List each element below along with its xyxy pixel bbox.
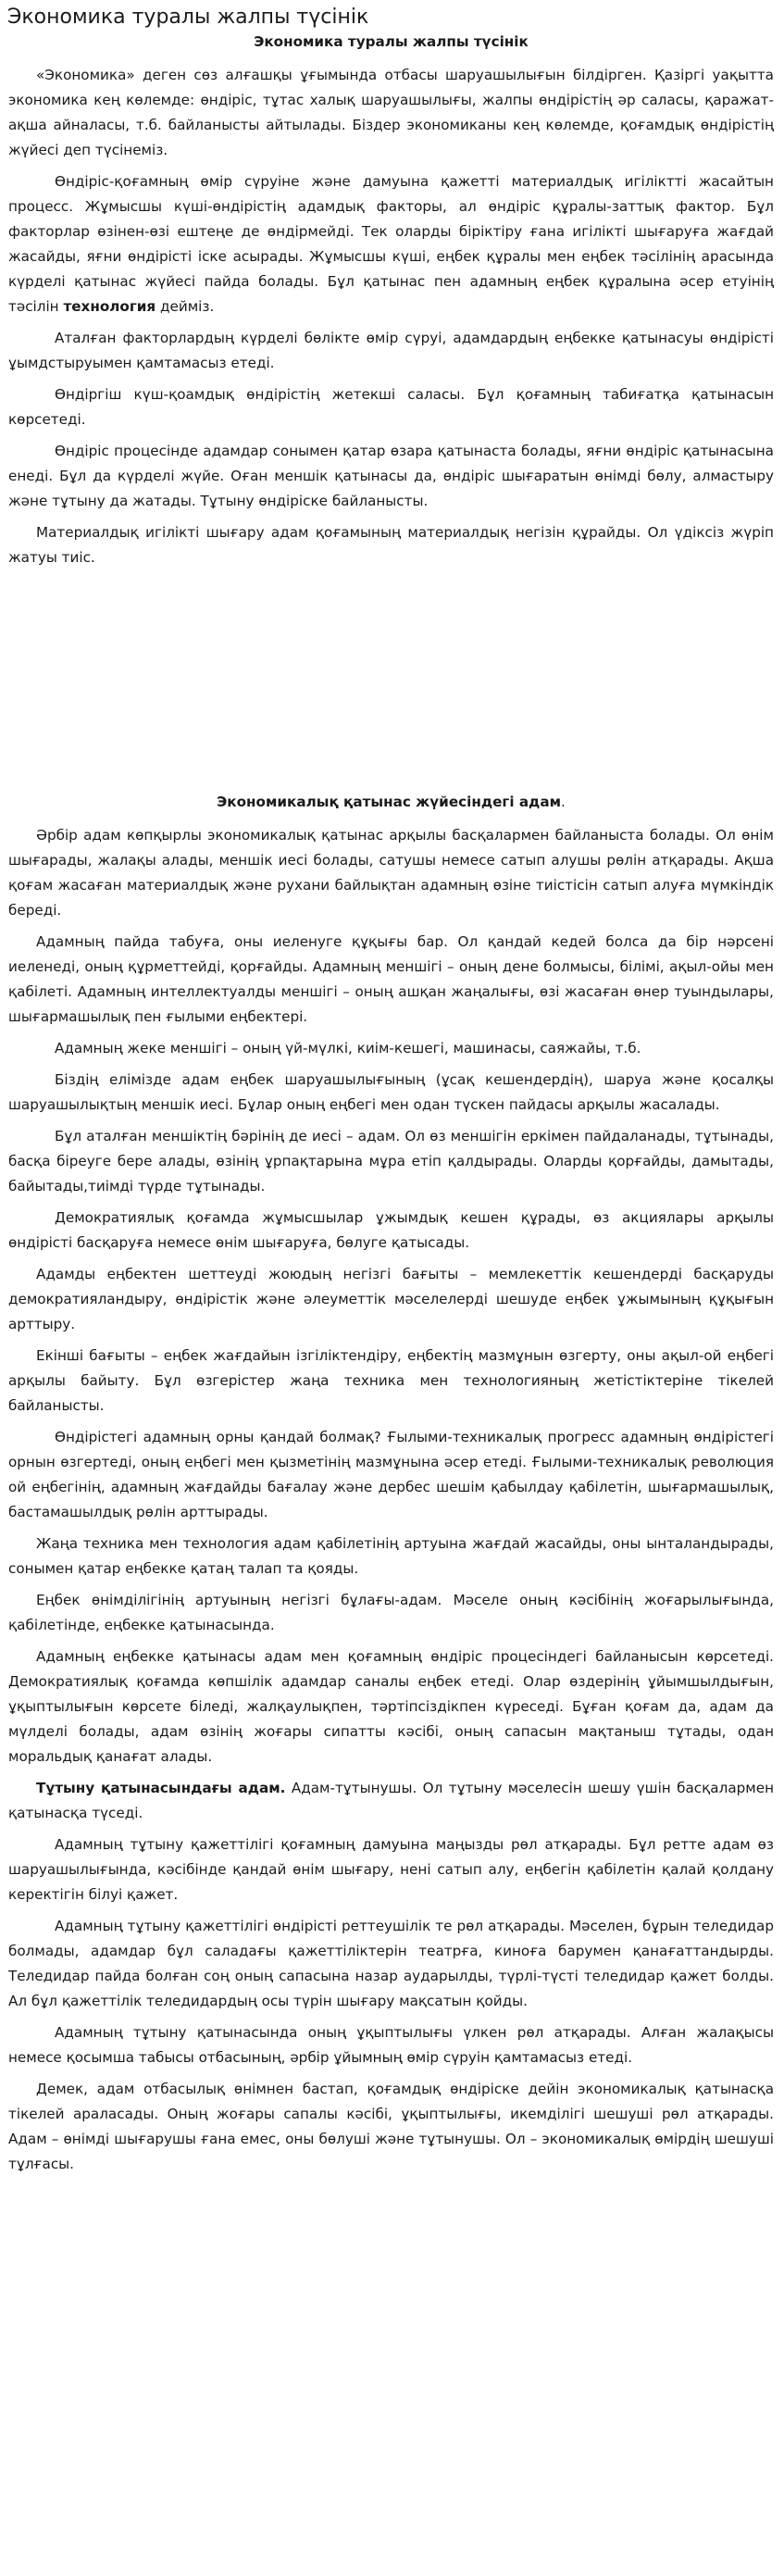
section-heading-general: Экономика туралы жалпы түсінік — [254, 33, 529, 50]
paragraph: Әрбір адам көпқырлы экономикалық қатынас арқылы басқалармен байланыста болады. Ол өнім шығарады, жалақы алады, меншік иесі болады, сатушы немесе сатып алушы рөлін атқарады. Ақша қоғам жасаған материалдық және рухани байлықтан адамның өзіне тиістісін сатып алуға мүмкіндік береді. — [8, 827, 774, 919]
paragraph: Бұл аталған меншіктің бәрінің де иесі – адам. Ол өз меншігін еркімен пайдаланады, тұтынады, басқа біреуге бере алады, өзінің ұрпақтарына мұра етіп қалдырады. Оларды қорғайды, дамытады, байытады,тиімді түрде тұтынады. — [8, 1128, 774, 1194]
paragraph: Екінші бағыты – еңбек жағдайын ізгіліктендіру, еңбектің мазмұнын өзгерту, оны ақыл-ой еңбегі арқылы байыту. Бұл өзгерістер жаңа техника мен технологияның жетістіктеріне тікелей байланысты. — [8, 1347, 774, 1414]
document-body — [0, 31, 784, 2177]
paragraph: Өндіргіш күш-қоамдық өндірістің жетекші саласы. Бұл қоғамның табиғатқа қатынасын көрсетеді. — [8, 386, 774, 428]
paragraph: Демократиялық қоғамда жұмысшылар ұжымдық кешен құрады, өз акциялары арқылы өндірісті басқаруға немесе өнім шығаруға, бөлуге қатысады. — [8, 1209, 774, 1251]
paragraph: Өндіріс процесінде адамдар сонымен қатар өзара қатынаста болады, яғни өндіріс қатынасына енеді. Бұл да күрделі жүйе. Оған меншік қатынасы да, өндіріс шығаратын өнімді бөлу, алмастыру және тұтыну да жатады. Тұтыну өндіріске байланысты. — [8, 443, 774, 509]
paragraph: Адамның тұтыну қажеттілігі қоғамның дамуына маңызды рөл атқарады. Бұл ретте адам өз шаруашылығында, кәсібінде қандай өнім шығару, нені сатып алу, еңбегін қабілетін қалай қолдану керектігін білуі қажет. — [8, 1836, 774, 1903]
paragraph: Аталған факторлардың күрделі бөлікте өмір сүруі, адамдардың еңбекке қатынасуы өндірісті ұымдстыруымен қамтамасыз етеді. — [8, 330, 774, 371]
page-title: Экономика туралы жалпы түсінік — [7, 6, 369, 29]
heading-text: Экономикалық қатынас жүйесіндегі адам — [217, 794, 561, 810]
paragraph — [8, 1776, 774, 1826]
paragraph: Адамның тұтыну қажеттілігі өндірісті реттеушілік те рөл атқарады. Мәселен, бұрын теледидар болмады, адамдар бұл саладағы қажеттіліктерін театрға, киноға барумен қанағаттандырды. Теледидар пайда болған соң оның сапасына назар аударылды, түрлі-түсті теледидар қажет болды. Ал бұл қажеттілік теледидардың осы түрін шығару мақсатын қойды. — [8, 1918, 774, 2009]
blank-space — [8, 577, 774, 792]
paragraph-text: Өндіріс-қоғамның өмір сүруіне және дамуына қажетті материалдық игіліктті жасайтын процесс. Жұмысшы күші-өндірістің адамдық факторы, ал өндіріс құралы-заттық фактор. Бұл факторлар өзінен-өзі ештеңе де өндірмейді. Тек оларды біріктіру ғана игілікті шығаруға жағдай жасайды, яғни өндірісті іске асырады. Жұмысшы күші, еңбек құралы мен еңбек тәсілінің арасында күрделі қатынас жүйесі пайда болады. Бұл қатынас пен адамның еңбек құралына әсер етуінің тәсілін — [8, 173, 774, 315]
paragraph: Адамның тұтыну қатынасында оның ұқыптылығы үлкен рөл атқарады. Алған жалақысы немесе қосымша табысы отбасының, әрбір ұйымның өмір сүруін қамтамасыз етеді. — [8, 2024, 774, 2066]
section-economic-relations — [8, 792, 774, 2177]
bold-term: технология — [63, 298, 156, 315]
paragraph — [8, 169, 774, 319]
bold-term: Тұтыну қатынасындағы адам. — [36, 1780, 286, 1796]
paragraph-tail: дейміз. — [156, 298, 215, 315]
paragraph: Демек, адам отбасылық өнімнен бастап, қоғамдық өндіріске дейін экономикалық қатынасқа тікелей араласады. Оның жоғары сапалы кәсібі, ұқыптылығы, икемділігі шешуші рөл атқарады. Адам – өнімді шығарушы ғана емес, оны бөлуші және тұтынушы. Ол – экономикалық өмірдің шешуші тұлғасы. — [8, 2081, 774, 2172]
paragraph: Еңбек өнімділігінің артуының негізгі бұлағы-адам. Мәселе оның кәсібінің жоғарылығында, қабілетінде, еңбекке қатынасында. — [8, 1592, 774, 1633]
paragraph: Өндірістегі адамның орны қандай болмақ? Ғылыми-техникалық прогресс адамның өндірістегі орнын өзгертеді, оның еңбегі мен қызметінің мазмұнына әсер етеді. Ғылыми-техникалық революция ой еңбегінің, адамның жағдайды бағалау және дербес шешім қабылдау қабілетін, шығармашылық, бастамашылдық рөлін арттырады. — [8, 1429, 774, 1520]
heading-tail: . — [561, 794, 566, 810]
section-heading-economic-relations — [8, 792, 774, 812]
paragraph: Біздің елімізде адам еңбек шаруашылығының (ұсақ кешендердің), шаруа және қосалқы шаруашылықтың меншік иесі. Бұлар оның еңбегі мен одан түскен пайдасы арқылы жасалады. — [8, 1071, 774, 1113]
paragraph: Адамның еңбекке қатынасы адам мен қоғамның өндіріс процесіндегі байланысын көрсетеді. Демократиялық қоғамда көпшілік адамдар саналы еңбек етеді. Олар өздерінің ұйымшылдығын, ұқыптылығын көрсете біледі, жалқаулықпен, тәртіпсіздікпен күреседі. Бұған қоғам да, адам да мүлделі болады, адам өзінің жоғары сипатты кәсібі, оның сапасын мақтаныш тұтады, одан моральдық қанағат алады. — [8, 1648, 774, 1765]
paragraph: Адамды еңбектен шеттеуді жоюдың негізгі бағыты – мемлекеттік кешендерді басқаруды демократияландыру, өндірістік және әлеуметтік мәселелерді шешуде еңбек ұжымының құқығын арттыру. — [8, 1266, 774, 1332]
paragraph: Адамның жеке меншігі – оның үй-мүлкі, киім-кешегі, машинасы, саяжайы, т.б. — [55, 1040, 641, 1057]
paragraph: Жаңа техника мен технология адам қабілетінің артуына жағдай жасайды, оны ынталандырады, сонымен қатар еңбекке қатаң талап та қояды. — [8, 1535, 774, 1577]
paragraph: «Экономика» деген сөз алғашқы ұғымында отбасы шаруашылығын білдірген. Қазіргі уақытта экономика кең көлемде: өндіріс, тұтас халық шаруашылығы, жалпы өндірістің әр саласы, қаражат-ақша айналасы, т.б. байланысты айтылады. Біздер экономиканы кең көлемде, қоғамдық өндірістің жүйесі деп түсінеміз. — [8, 67, 774, 158]
paragraph: Материалдық игілікті шығару адам қоғамының материалдық негізін құрайды. Ол үдіксіз жүріп жатуы тиіс. — [8, 524, 774, 566]
paragraph-text: Адам-тұтынушы. Ол тұтыну мәселесін шешу үшін басқалармен қатынасқа түседі. — [8, 1780, 774, 1821]
paragraph: Адамның пайда табуға, оны иеленуге құқығы бар. Ол қандай кедей болса да бір нәрсені иеленеді, оның құрметтейді, қорғайды. Адамның меншігі – оның дене болмысы, білімі, ақыл-ойы мен қабілеті. Адамның интеллектуалды меншігі – оның ашқан жаңалығы, өзі жасаған өнер туындылары, шығармашылық пен ғылыми еңбектері. — [8, 933, 774, 1025]
